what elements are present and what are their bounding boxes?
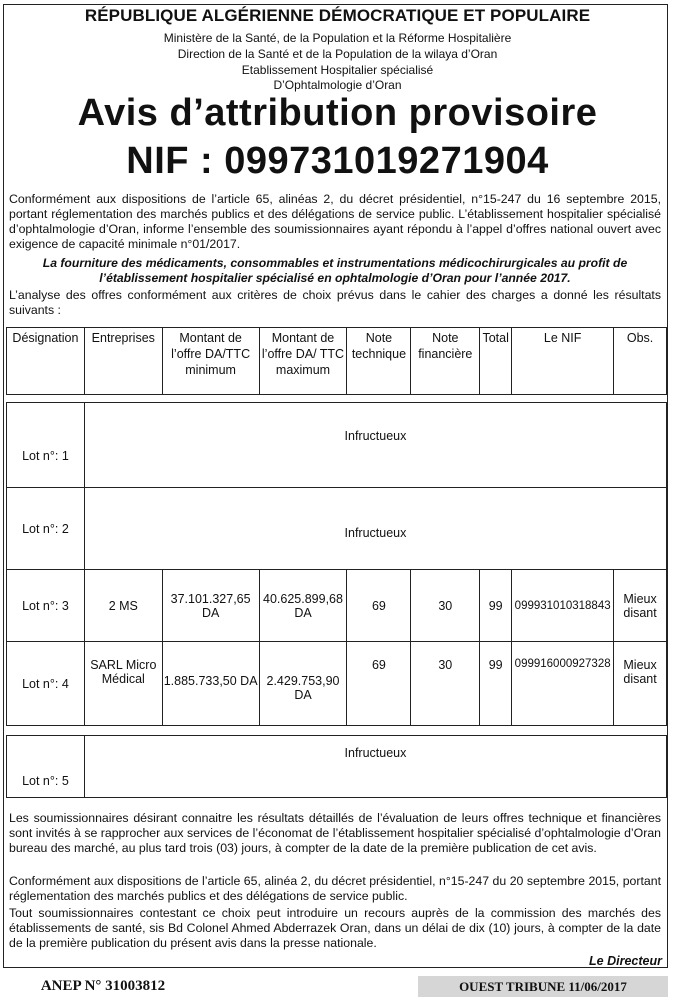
closing-paragraph-2: Conformément aux dispositions de l’article 65, alinéa 2, du décret présidentiel, n°15-247 du 20 septembre 2015, portant réglementation des marchés publics et des délégations de service public.: [9, 874, 661, 903]
table-header-row: [7, 328, 667, 395]
lot-label: Lot n°: 4: [7, 642, 85, 726]
infructueux-cell: Infructueux: [84, 403, 666, 488]
header-total: Total: [480, 328, 512, 395]
notice-title: Avis d’attribution provisoire: [77, 92, 598, 134]
obs-cell: Mieux disant: [614, 642, 667, 726]
table-row: [7, 570, 667, 642]
lot-label: Lot n°: 3: [7, 570, 85, 642]
obs-cell: Mieux disant: [614, 570, 667, 642]
lot-label: Lot n°: 5: [7, 736, 85, 798]
total-cell: 99: [480, 642, 512, 726]
nif-cell: 099916000927328: [512, 642, 614, 726]
lot-label: Lot n°: 1: [7, 403, 85, 488]
lot-label: Lot n°: 2: [7, 488, 85, 570]
infructueux-cell: Infructueux: [84, 488, 666, 570]
spacer-row: [7, 726, 667, 736]
republic-heading: RÉPUBLIQUE ALGÉRIENNE DÉMOCRATIQUE ET POPULAIRE: [84, 6, 591, 25]
signature: Le Directeur: [589, 954, 662, 968]
header-obs: Obs.: [614, 328, 667, 395]
montant-max-cell: 40.625.899,68 DA: [259, 570, 347, 642]
closing-paragraph-1: Les soumissionnaires désirant connaitre les résultats détaillés de l’évaluation de leurs offres technique et financières sont invités à se rapprocher aux services de l’économat de l’établissement hospitalier spécialisé d’ophtalmologie d’Oran bureau des marché, au plus tard trois (03) jours, à compter de la date de la première publication de cet avis.: [9, 811, 661, 855]
infructueux-cell: Infructueux: [84, 736, 666, 798]
ophtalmology-line: D’Ophtalmologie d’Oran: [273, 78, 402, 92]
direction-line: Direction de la Santé et de la Population de la wilaya d’Oran: [177, 47, 498, 61]
entreprise-cell: 2 MS: [84, 570, 162, 642]
note-financiere-cell: 30: [411, 642, 480, 726]
intro-paragraph: Conformément aux dispositions de l’article 65, alinéas 2, du décret présidentiel, n°15-247 du 16 septembre 2015, portant réglementation des marchés publics et des délégations de service public. L’établissement hospitalier spécialisé d’ophtalmologie d’Oran, informe l’ensemble des soumissionnaires ayant répondu à l’appel d’offres national ouvert avec exigence de capacité minimale n°01/2017.: [9, 192, 661, 251]
table-row: [7, 642, 667, 726]
entreprise-cell: SARL Micro Médical: [84, 642, 162, 726]
note-financiere-cell: 30: [411, 570, 480, 642]
montant-min-cell: 1.885.733,50 DA: [162, 642, 259, 726]
object-paragraph: La fourniture des médicaments, consommables et instrumentations médicochirurgicales au profit de l’établissement hospitalier spécialisé en ophtalmologie d’Oran pour l’année 2017.: [42, 256, 628, 285]
note-technique-cell: 69: [347, 642, 411, 726]
anep-number: ANEP N° 31003812: [40, 978, 166, 994]
results-table: [6, 327, 667, 798]
header-note-technique: Note technique: [347, 328, 411, 395]
header-designation: Désignation: [7, 328, 85, 395]
closing-paragraph-3: Tout soumissionnaires contestant ce choix peut introduire un recours auprès de la commission des marchés des établissements de santé, sis Bd Colonel Ahmed Abderrazek Oran, dans un délai de dix (10) jours, à compter de la date de la première publication du présent avis dans la presse nationale.: [9, 906, 661, 950]
header-nif: Le NIF: [512, 328, 614, 395]
total-cell: 99: [480, 570, 512, 642]
header-entreprises: Entreprises: [84, 328, 162, 395]
note-technique-cell: 69: [347, 570, 411, 642]
nif-title: NIF : 099731019271904: [126, 140, 549, 182]
analysis-paragraph: L’analyse des offres conformément aux critères de choix prévus dans le cahier des charges a donné les résultats suivants :: [9, 288, 661, 317]
table-row: [7, 403, 667, 488]
nif-cell: 099931010318843: [512, 570, 614, 642]
journal-label: OUEST TRIBUNE 11/06/2017: [418, 976, 668, 997]
table-row: [7, 736, 667, 798]
table-row: [7, 488, 667, 570]
montant-max-cell: 2.429.753,90 DA: [259, 642, 347, 726]
establishment-line: Etablissement Hospitalier spécialisé: [241, 63, 434, 77]
header-montant-max: Montant de l’offre DA/ TTC maximum: [259, 328, 347, 395]
montant-min-cell: 37.101.327,65 DA: [162, 570, 259, 642]
ministry-line: Ministère de la Santé, de la Population et la Réforme Hospitalière: [163, 31, 512, 45]
spacer-row: [7, 395, 667, 403]
header-montant-min: Montant de l’offre DA/TTC minimum: [162, 328, 259, 395]
header-note-financiere: Note financière: [411, 328, 480, 395]
